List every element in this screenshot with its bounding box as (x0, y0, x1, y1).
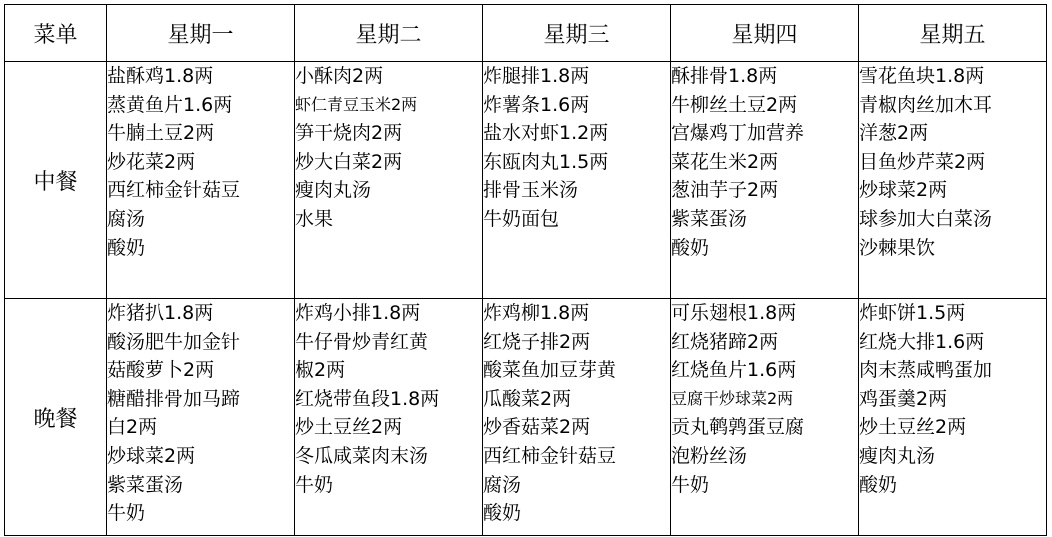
dish-line: 虾仁青豆玉米2两 (295, 94, 418, 114)
dish-line: 东瓯肉丸1.5两 (483, 150, 609, 173)
dish-line: 酸奶 (483, 502, 522, 525)
dish-line: 牛腩土豆2两 (107, 122, 215, 145)
day-header-monday: 星期一 (107, 5, 295, 62)
dish-line: 贡丸鹌鹑蛋豆腐 (671, 416, 805, 439)
dish-line: 腐汤 (107, 207, 146, 230)
dish-line: 紫菜蛋汤 (671, 207, 748, 230)
dish-line: 炒大白菜2两 (295, 150, 403, 173)
dish-line: 肉末蒸咸鸭蛋加 (859, 359, 993, 382)
dinner-cell-monday (107, 299, 295, 536)
dish-line: 小酥肉2两 (295, 65, 384, 87)
dish-line: 鸡蛋羹2两 (859, 387, 948, 410)
dish-line: 西红柿金针菇豆 (107, 179, 241, 202)
dish-line: 宫爆鸡丁加营养 (671, 122, 805, 145)
dish-line: 炸鸡小排1.8两 (295, 302, 421, 324)
dish-line: 盐水对虾1.2两 (483, 122, 609, 145)
lunch-cell-wednesday (483, 62, 671, 299)
dish-line: 椒2两 (295, 359, 346, 382)
dish-line: 酸菜鱼加豆芽黄 (483, 359, 617, 382)
dish-line: 炒球菜2两 (859, 179, 948, 202)
dinner-cell-friday (859, 299, 1047, 536)
dish-line: 冬瓜咸菜肉末汤 (295, 444, 429, 467)
dish-line: 盐酥鸡1.8两 (107, 65, 214, 87)
dish-line: 水果 (295, 207, 334, 230)
dish-line: 酥排骨1.8两 (671, 65, 778, 87)
dish-line: 红烧大排1.6两 (859, 330, 985, 353)
dish-line: 酸奶 (859, 473, 898, 496)
dish-line: 菇酸萝卜2两 (107, 359, 215, 382)
lunch-cell-monday (107, 62, 295, 299)
lunch-cell-thursday (671, 62, 859, 299)
dish-line: 目鱼炒芹菜2两 (859, 150, 986, 173)
dish-line: 牛奶 (107, 502, 146, 525)
day-header-thursday: 星期四 (671, 5, 859, 62)
day-header-friday: 星期五 (859, 5, 1047, 62)
dish-line: 白2两 (107, 416, 158, 439)
dish-line: 炒香菇菜2两 (483, 416, 591, 439)
dish-line: 瓜酸菜2两 (483, 387, 572, 410)
meal-label-lunch: 中餐 (5, 62, 107, 299)
dinner-cell-thursday (671, 299, 859, 536)
dish-line: 炸鸡柳1.8两 (483, 302, 590, 324)
day-header-tuesday: 星期二 (295, 5, 483, 62)
dish-line: 炒球菜2两 (107, 444, 196, 467)
dish-line: 紫菜蛋汤 (107, 473, 184, 496)
dish-line: 炸猪扒1.8两 (107, 302, 214, 324)
dish-line: 牛奶 (295, 473, 334, 496)
dish-line: 西红柿金针菇豆 (483, 444, 617, 467)
day-header-wednesday: 星期三 (483, 5, 671, 62)
dish-line: 笋干烧肉2两 (295, 122, 403, 145)
lunch-cell-tuesday (295, 62, 483, 299)
dish-line: 糖醋排骨加马蹄 (107, 387, 241, 410)
dish-line: 牛柳丝土豆2两 (671, 93, 798, 116)
dish-line: 炸虾饼1.5两 (859, 302, 966, 324)
header-row (5, 5, 1047, 62)
dish-line: 红烧带鱼段1.8两 (295, 387, 440, 410)
dish-line: 牛奶面包 (483, 207, 560, 230)
dish-line: 瘦肉丸汤 (295, 179, 372, 202)
dish-line: 洋葱2两 (859, 122, 929, 145)
lunch-cell-friday (859, 62, 1047, 299)
dish-line: 炒土豆丝2两 (859, 416, 967, 439)
meal-label-dinner: 晚餐 (5, 299, 107, 536)
dinner-cell-tuesday (295, 299, 483, 536)
lunch-row (5, 62, 1047, 299)
dish-line: 沙棘果饮 (859, 236, 936, 259)
dish-line: 炸薯条1.6两 (483, 93, 590, 116)
corner-header: 菜单 (5, 5, 107, 62)
dish-line: 葱油芋子2两 (671, 179, 779, 202)
dish-line: 蒸黄鱼片1.6两 (107, 93, 233, 116)
dish-line: 球参加大白菜汤 (859, 207, 993, 230)
dish-line: 可乐翅根1.8两 (671, 302, 797, 324)
dish-line: 红烧猪蹄2两 (671, 330, 779, 353)
dish-line: 红烧鱼片1.6两 (671, 359, 797, 382)
dish-line: 菜花生米2两 (671, 150, 779, 173)
dish-line: 炸腿排1.8两 (483, 65, 590, 87)
dish-line: 酸汤肥牛加金针 (107, 330, 241, 353)
dinner-row (5, 299, 1047, 536)
dish-line: 瘦肉丸汤 (859, 444, 936, 467)
dish-line: 豆腐干炒球菜2两 (671, 388, 794, 408)
dish-line: 腐汤 (483, 473, 522, 496)
dish-line: 炒土豆丝2两 (295, 416, 403, 439)
dish-line: 酸奶 (107, 236, 146, 259)
dish-line: 泡粉丝汤 (671, 444, 748, 467)
menu-table (4, 4, 1047, 536)
dish-line: 红烧子排2两 (483, 330, 591, 353)
dish-line: 雪花鱼块1.8两 (859, 65, 985, 87)
dish-line: 牛奶 (671, 473, 710, 496)
dinner-cell-wednesday (483, 299, 671, 536)
dish-line: 牛仔骨炒青红黄 (295, 330, 429, 353)
dish-line: 排骨玉米汤 (483, 179, 579, 202)
dish-line: 炒花菜2两 (107, 150, 196, 173)
dish-line: 青椒肉丝加木耳 (859, 93, 993, 116)
dish-line: 酸奶 (671, 236, 710, 259)
